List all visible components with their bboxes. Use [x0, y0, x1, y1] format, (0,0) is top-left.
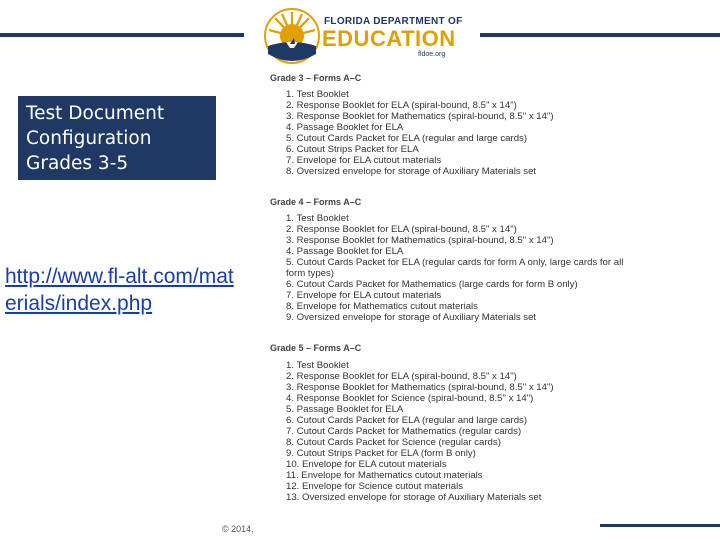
list-item: 4. Passage Booklet for ELA: [286, 122, 404, 133]
section-heading-grade-3: Grade 3 – Forms A–C: [270, 73, 362, 83]
logo-line-1: FLORIDA DEPARTMENT OF: [324, 16, 463, 27]
footer-rule: [600, 524, 720, 527]
list-item: 2. Response Booklet for ELA (spiral-bound, 8.5" x 14"): [286, 371, 517, 382]
list-item: 5. Cutout Cards Packet for ELA (regular and large cards): [286, 133, 528, 144]
list-item: 13. Oversized envelope for storage of Auxiliary Materials set: [286, 492, 542, 503]
list-item: 2. Response Booklet for ELA (spiral-bound, 8.5" x 14"): [286, 100, 517, 111]
copyright-notice: © 2014,: [222, 524, 254, 534]
list-item: 3. Response Booklet for Mathematics (spiral-bound, 8.5" x 14"): [286, 111, 554, 122]
list-item: 1. Test Booklet: [286, 360, 349, 371]
title-line-2: Configuration: [26, 128, 152, 149]
list-item: 6. Cutout Cards Packet for Mathematics (large cards for form B only): [286, 279, 578, 290]
list-item: 7. Cutout Cards Packet for Mathematics (regular cards): [286, 426, 522, 437]
list-item: 8. Oversized envelope for storage of Auxiliary Materials set: [286, 166, 537, 177]
list-item: 8. Cutout Cards Packet for Science (regular cards): [286, 437, 501, 448]
list-item: 12. Envelope for Science cutout materials: [286, 481, 464, 492]
list-item: 1. Test Booklet: [286, 213, 349, 224]
title-line-3: Grades 3-5: [26, 153, 129, 174]
materials-list-document: [270, 62, 680, 522]
fldoe-logo: [262, 6, 480, 66]
list-item: 6. Cutout Cards Packet for ELA (regular and large cards): [286, 415, 528, 426]
logo-url: fldoe.org: [418, 51, 446, 58]
section-heading-grade-5: Grade 5 – Forms A–C: [270, 343, 362, 353]
logo-line-2: EDUCATION: [322, 26, 456, 51]
title-line-1: Test Document: [26, 103, 165, 124]
list-item: 9. Oversized envelope for storage of Auxiliary Materials set: [286, 312, 537, 323]
section-heading-grade-4: Grade 4 – Forms A–C: [270, 197, 362, 207]
list-item: 1. Test Booklet: [286, 89, 349, 100]
list-item: 4. Response Booklet for Science (spiral-bound, 8.5" x 14"): [286, 393, 534, 404]
list-item: 7. Envelope for ELA cutout materials: [286, 155, 442, 166]
list-item: 11. Envelope for Mathematics cutout materials: [286, 470, 483, 481]
list-item: 8. Envelope for Mathematics cutout materials: [286, 301, 478, 312]
list-item: 3. Response Booklet for Mathematics (spiral-bound, 8.5" x 14"): [286, 235, 554, 246]
list-item: 2. Response Booklet for ELA (spiral-bound, 8.5" x 14"): [286, 224, 517, 235]
list-item: 3. Response Booklet for Mathematics (spiral-bound, 8.5" x 14"): [286, 382, 554, 393]
list-item: 5. Cutout Cards Packet for ELA (regular cards for form A only, large cards for all: [286, 257, 624, 268]
list-item: form types): [286, 268, 334, 279]
header-rule-left: [0, 33, 244, 37]
state-seal-icon: [264, 8, 320, 64]
list-item: 4. Passage Booklet for ELA: [286, 246, 404, 257]
list-item: 9. Cutout Strips Packet for ELA (form B only): [286, 448, 476, 459]
list-item: 5. Passage Booklet for ELA: [286, 404, 404, 415]
list-item: 7. Envelope for ELA cutout materials: [286, 290, 442, 301]
slide-title: [18, 96, 216, 180]
list-item: 10. Envelope for ELA cutout materials: [286, 459, 447, 470]
header-rule-right: [480, 33, 720, 37]
materials-link[interactable]: http://www.fl-alt.com/materials/index.php: [5, 265, 234, 315]
list-item: 6. Cutout Strips Packet for ELA: [286, 144, 419, 155]
